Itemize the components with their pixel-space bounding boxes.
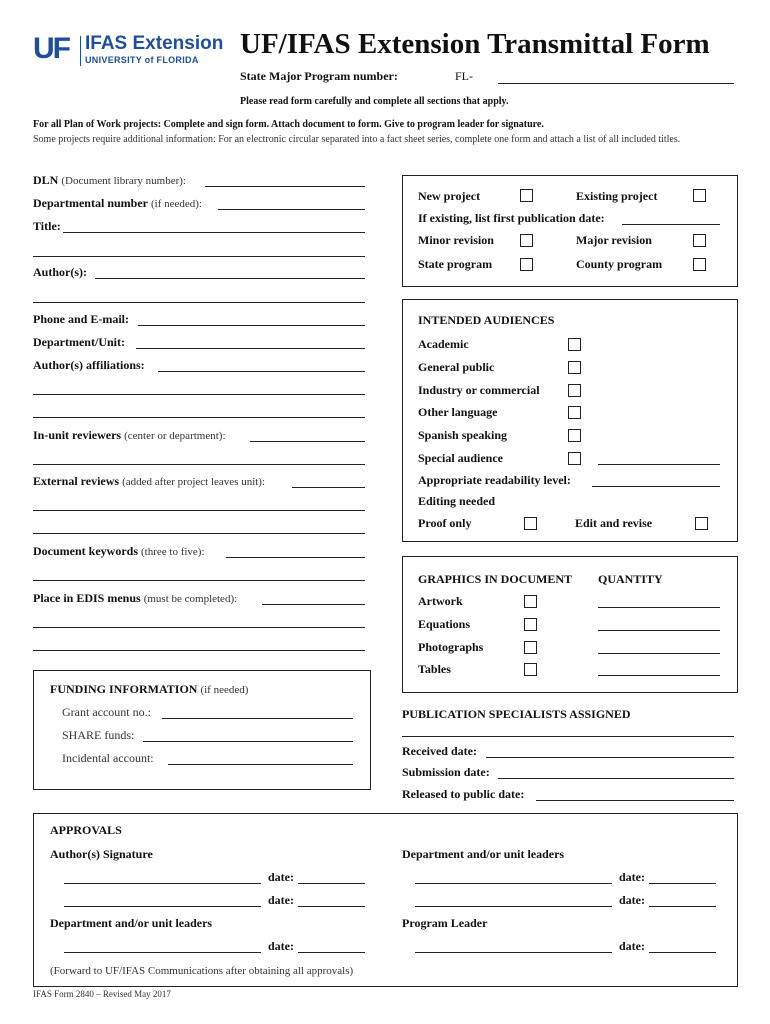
audience-general-checkbox[interactable] bbox=[568, 361, 581, 374]
external-label: External reviews bbox=[33, 474, 120, 488]
county-program-label: County program bbox=[576, 257, 663, 271]
author-signature-field-1[interactable] bbox=[64, 883, 261, 884]
received-field[interactable] bbox=[486, 757, 734, 758]
edis-row bbox=[33, 591, 237, 606]
dept-left-date-field[interactable] bbox=[298, 952, 365, 953]
audience-special-field[interactable] bbox=[598, 464, 720, 465]
authors-field-1[interactable] bbox=[95, 278, 365, 279]
authors-field-2[interactable] bbox=[33, 302, 365, 303]
readability-field[interactable] bbox=[592, 486, 720, 487]
graphics-tables-checkbox[interactable] bbox=[524, 663, 537, 676]
inunit-field-1[interactable] bbox=[250, 441, 365, 442]
audience-spanish-label: Spanish speaking bbox=[418, 428, 508, 442]
affiliations-label: Author(s) affiliations: bbox=[33, 358, 145, 372]
page-title: UF/IFAS Extension Transmittal Form bbox=[240, 28, 710, 60]
keywords-field-2[interactable] bbox=[33, 580, 365, 581]
minor-revision-label: Minor revision bbox=[418, 233, 494, 247]
external-field-1[interactable] bbox=[292, 487, 365, 488]
graphics-tables-label: Tables bbox=[418, 662, 451, 676]
inunit-field-2[interactable] bbox=[33, 464, 365, 465]
program-leader-date-field[interactable] bbox=[649, 952, 716, 953]
phone-field[interactable] bbox=[138, 325, 365, 326]
dln-field[interactable] bbox=[205, 186, 365, 187]
grant-label: Grant account no.: bbox=[62, 705, 151, 719]
major-revision-checkbox[interactable] bbox=[693, 234, 706, 247]
dept-right-signature-field-1[interactable] bbox=[415, 883, 612, 884]
share-field[interactable] bbox=[143, 741, 353, 742]
graphics-artwork-checkbox[interactable] bbox=[524, 595, 537, 608]
dept-number-hint: (if needed): bbox=[150, 198, 202, 210]
submission-field[interactable] bbox=[498, 778, 734, 779]
released-field[interactable] bbox=[536, 800, 734, 801]
author-signature-field-2[interactable] bbox=[64, 906, 261, 907]
specialists-heading: PUBLICATION SPECIALISTS ASSIGNED bbox=[402, 707, 631, 721]
graphics-photographs-quantity[interactable] bbox=[598, 653, 720, 654]
proof-only-label: Proof only bbox=[418, 516, 472, 530]
dept-unit-field[interactable] bbox=[136, 348, 365, 349]
graphics-artwork-quantity[interactable] bbox=[598, 607, 720, 608]
audience-other-language-label: Other language bbox=[418, 405, 498, 419]
inunit-row bbox=[33, 428, 226, 443]
edis-hint: (must be completed): bbox=[143, 593, 238, 605]
instructions-light: Some projects require additional information: For an electronic circular separated into a fact sheet series, complete one form and attach a list of all included titles. bbox=[33, 134, 681, 145]
logo-university: UNIVERSITY of FLORIDA bbox=[85, 55, 199, 65]
released-label: Released to public date: bbox=[402, 787, 525, 801]
grant-field[interactable] bbox=[162, 718, 353, 719]
inunit-hint: (center or department): bbox=[124, 430, 226, 442]
title-field-2[interactable] bbox=[33, 256, 365, 257]
dept-number-field[interactable] bbox=[218, 209, 365, 210]
dept-leaders-right-label: Department and/or unit leaders bbox=[402, 847, 565, 861]
program-leader-label: Program Leader bbox=[402, 916, 488, 930]
keywords-row bbox=[33, 544, 205, 559]
readability-label: Appropriate readability level: bbox=[418, 473, 571, 487]
audience-industry-label: Industry or commercial bbox=[418, 383, 540, 397]
keywords-hint: (three to five): bbox=[141, 546, 205, 558]
external-field-2[interactable] bbox=[33, 510, 365, 511]
external-hint: (added after project leaves unit): bbox=[122, 476, 266, 488]
graphics-artwork-label: Artwork bbox=[418, 594, 463, 608]
dln-label: DLN bbox=[33, 173, 59, 187]
title-field-1[interactable] bbox=[63, 232, 365, 233]
inunit-label: In-unit reviewers bbox=[33, 428, 122, 442]
existing-project-label: Existing project bbox=[576, 189, 658, 203]
edit-revise-checkbox[interactable] bbox=[695, 517, 708, 530]
form-footer: IFAS Form 2840 – Revised May 2017 bbox=[33, 989, 171, 999]
dept-right-date-field-1[interactable] bbox=[649, 883, 716, 884]
edis-field-1[interactable] bbox=[262, 604, 365, 605]
graphics-equations-label: Equations bbox=[418, 617, 471, 631]
dept-leaders-left-label: Department and/or unit leaders bbox=[50, 916, 213, 930]
minor-revision-checkbox[interactable] bbox=[520, 234, 533, 247]
dept-number-row bbox=[33, 196, 202, 211]
editing-needed-label: Editing needed bbox=[418, 494, 496, 508]
dept-left-signature-field[interactable] bbox=[64, 952, 261, 953]
dept-unit-label: Department/Unit: bbox=[33, 335, 125, 349]
program-leader-signature-field[interactable] bbox=[415, 952, 612, 953]
keywords-label: Document keywords bbox=[33, 544, 138, 558]
program-prefix: FL- bbox=[455, 69, 473, 83]
major-revision-label: Major revision bbox=[576, 233, 652, 247]
date-label: date: bbox=[268, 870, 294, 884]
ifas-logo bbox=[33, 34, 228, 68]
affiliations-field-2[interactable] bbox=[33, 394, 365, 395]
audience-special-checkbox[interactable] bbox=[568, 452, 581, 465]
graphics-photographs-label: Photographs bbox=[418, 640, 484, 654]
audience-general-label: General public bbox=[418, 360, 495, 374]
author-signature-label: Author(s) Signature bbox=[50, 847, 153, 861]
audiences-heading: INTENDED AUDIENCES bbox=[418, 313, 555, 327]
incidental-field[interactable] bbox=[168, 764, 353, 765]
state-program-label: State program bbox=[418, 257, 493, 271]
submission-label: Submission date: bbox=[402, 765, 490, 779]
audience-academic-label: Academic bbox=[418, 337, 469, 351]
date-label: date: bbox=[268, 893, 294, 907]
edis-label: Place in EDIS menus bbox=[33, 591, 141, 605]
external-field-3[interactable] bbox=[33, 533, 365, 534]
edis-field-2[interactable] bbox=[33, 627, 365, 628]
program-label: State Major Program number: bbox=[240, 69, 398, 83]
specialists-field[interactable] bbox=[402, 736, 734, 737]
author-date-field-1[interactable] bbox=[298, 883, 365, 884]
logo-divider bbox=[80, 36, 81, 66]
existing-date-field[interactable] bbox=[622, 224, 720, 225]
forward-note: (Forward to UF/IFAS Communications after obtaining all approvals) bbox=[50, 965, 354, 977]
authors-label: Author(s): bbox=[33, 265, 87, 279]
date-label: date: bbox=[619, 893, 645, 907]
state-program-checkbox[interactable] bbox=[520, 258, 533, 271]
funding-hint: (if needed) bbox=[200, 684, 249, 696]
audience-special-label: Special audience bbox=[418, 451, 504, 465]
dln-row bbox=[33, 173, 186, 188]
read-instructions: Please read form carefully and complete all sections that apply. bbox=[240, 96, 509, 107]
graphics-heading: GRAPHICS IN DOCUMENT bbox=[418, 572, 573, 586]
approvals-heading: APPROVALS bbox=[50, 823, 122, 837]
date-label: date: bbox=[619, 870, 645, 884]
received-label: Received date: bbox=[402, 744, 477, 758]
date-label: date: bbox=[268, 939, 294, 953]
proof-only-checkbox[interactable] bbox=[524, 517, 537, 530]
program-number-field[interactable] bbox=[498, 83, 734, 84]
affiliations-field-1[interactable] bbox=[158, 371, 365, 372]
existing-date-label: If existing, list first publication date: bbox=[418, 211, 605, 225]
edit-revise-label: Edit and revise bbox=[575, 516, 653, 530]
uf-logo-mark: UF bbox=[33, 32, 69, 65]
dln-hint: (Document library number): bbox=[61, 175, 186, 187]
incidental-label: Incidental account: bbox=[62, 751, 154, 765]
graphics-photographs-checkbox[interactable] bbox=[524, 641, 537, 654]
graphics-equations-checkbox[interactable] bbox=[524, 618, 537, 631]
audience-other-language-checkbox[interactable] bbox=[568, 406, 581, 419]
affiliations-field-3[interactable] bbox=[33, 417, 365, 418]
existing-project-checkbox[interactable] bbox=[693, 189, 706, 202]
funding-heading: FUNDING INFORMATION bbox=[50, 682, 198, 696]
funding-heading-row bbox=[50, 682, 248, 697]
external-row bbox=[33, 474, 265, 489]
audience-spanish-checkbox[interactable] bbox=[568, 429, 581, 442]
date-label: date: bbox=[619, 939, 645, 953]
quantity-heading: QUANTITY bbox=[598, 572, 663, 586]
phone-label: Phone and E-mail: bbox=[33, 312, 130, 326]
share-label: SHARE funds: bbox=[62, 728, 135, 742]
graphics-tables-quantity[interactable] bbox=[598, 675, 720, 676]
audience-academic-checkbox[interactable] bbox=[568, 338, 581, 351]
keywords-field-1[interactable] bbox=[226, 557, 365, 558]
title-label: Title: bbox=[33, 219, 61, 233]
logo-name: IFAS Extension bbox=[85, 33, 224, 54]
dept-right-date-field-2[interactable] bbox=[649, 906, 716, 907]
new-project-checkbox[interactable] bbox=[520, 189, 533, 202]
audience-industry-checkbox[interactable] bbox=[568, 384, 581, 397]
author-date-field-2[interactable] bbox=[298, 906, 365, 907]
edis-field-3[interactable] bbox=[33, 650, 365, 651]
dept-right-signature-field-2[interactable] bbox=[415, 906, 612, 907]
county-program-checkbox[interactable] bbox=[693, 258, 706, 271]
instructions-bold: For all Plan of Work projects: Complete and sign form. Attach document to form. Give to program leader for signature. bbox=[33, 119, 544, 130]
dept-number-label: Departmental number bbox=[33, 196, 148, 210]
graphics-equations-quantity[interactable] bbox=[598, 630, 720, 631]
new-project-label: New project bbox=[418, 189, 481, 203]
